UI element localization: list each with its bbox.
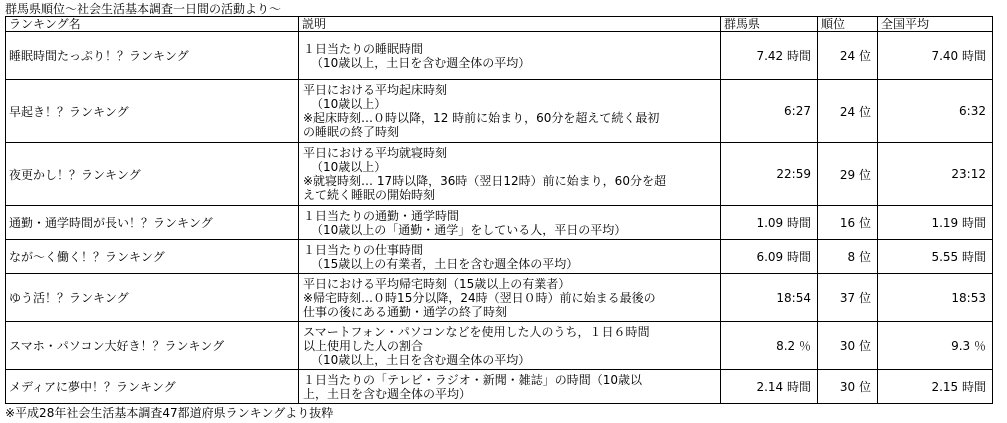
description-line: ※帰宅時刻…０時15分以降，24時（翌日０時）前に始まる最後の — [303, 290, 656, 305]
national-average-cell: 7.40 時間 — [878, 32, 993, 80]
header-gunma: 群馬県 — [721, 17, 818, 32]
table-row — [6, 80, 993, 143]
rank-value-cell: 16 位 — [818, 206, 878, 240]
description-cell — [299, 80, 721, 143]
description-line: ※就寝時刻… 17時以降，36時（翌日12時）前に始まり，60分を超 — [303, 174, 666, 188]
ranking-name-cell: 早起き！？ランキング — [6, 80, 299, 143]
header-national-average: 全国平均 — [878, 17, 993, 32]
gunma-value-cell: 18:54 — [721, 274, 818, 322]
description-line: １日当たりの睡眠時間 — [303, 41, 424, 56]
national-average-cell: 1.19 時間 — [878, 206, 993, 240]
table-row — [6, 240, 993, 274]
description-cell — [299, 143, 721, 206]
ranking-name-cell: 通勤・通学時間が長い！？ランキング — [6, 206, 299, 240]
gunma-value-cell: 6.09 時間 — [721, 240, 818, 274]
description-cell — [299, 274, 721, 322]
description-line: 平日における平均帰宅時刻（15歳以上の有業者） — [303, 276, 571, 291]
rank-value-cell: 24 位 — [818, 32, 878, 80]
description-line: スマートフォン・パソコンなどを使用した人のうち，１日６時間 — [303, 324, 650, 339]
description-line: （10歳以上，土日を含む週全体の平均） — [311, 55, 531, 70]
description-line: 以上使用した人の割合 — [303, 338, 424, 353]
gunma-value-cell: 6:27 — [721, 80, 818, 143]
ranking-name-cell: 夜更かし！？ランキング — [6, 143, 299, 206]
table-row — [6, 370, 993, 404]
description-line: １日当たりの仕事時間 — [303, 242, 424, 257]
rank-value-cell: 30 位 — [818, 370, 878, 404]
description-line: の睡眠の終了時刻 — [303, 125, 400, 139]
rank-value-cell: 30 位 — [818, 322, 878, 370]
national-average-cell: 6:32 — [878, 80, 993, 143]
rank-value-cell: 29 位 — [818, 143, 878, 206]
national-average-cell: 23:12 — [878, 143, 993, 206]
ranking-name-cell: なが～く働く！？ランキング — [6, 240, 299, 274]
rank-value-cell: 8 位 — [818, 240, 878, 274]
table-row — [6, 274, 993, 322]
national-average-cell: 18:53 — [878, 274, 993, 322]
description-line: 上，土日を含む週全体の平均） — [303, 386, 472, 401]
ranking-name-cell: メディアに夢中！？ランキング — [6, 370, 299, 404]
description-line: （10歳以上の「通勤・通学」をしている人，平日の平均） — [311, 222, 627, 237]
national-average-cell: 2.15 時間 — [878, 370, 993, 404]
table-row — [6, 206, 993, 240]
table-row — [6, 143, 993, 206]
description-cell — [299, 322, 721, 370]
gunma-value-cell: 1.09 時間 — [721, 206, 818, 240]
description-line: １日当たりの「テレビ・ラジオ・新聞・雑誌」の時間（10歳以 — [303, 372, 643, 387]
description-line: １日当たりの通勤・通学時間 — [303, 208, 460, 223]
description-line: 平日における平均就寝時刻 — [303, 146, 448, 160]
description-line: 平日における平均起床時刻 — [303, 83, 448, 97]
national-average-cell: 5.55 時間 — [878, 240, 993, 274]
gunma-value-cell: 8.2 ％ — [721, 322, 818, 370]
ranking-table — [5, 16, 993, 404]
description-cell — [299, 32, 721, 80]
table-row — [6, 32, 993, 80]
ranking-name-cell: 睡眠時間たっぷり！？ランキング — [6, 32, 299, 80]
description-cell — [299, 206, 721, 240]
description-cell — [299, 370, 721, 404]
table-row — [6, 322, 993, 370]
gunma-value-cell: 22:59 — [721, 143, 818, 206]
description-line: （10歳以上） — [311, 160, 387, 174]
gunma-value-cell: 7.42 時間 — [721, 32, 818, 80]
description-line: （10歳以上） — [311, 97, 387, 111]
description-line: （15歳以上の有業者，土日を含む週全体の平均） — [311, 256, 579, 271]
description-line: （10歳以上，土日を含む週全体の平均） — [311, 352, 531, 367]
rank-value-cell: 37 位 — [818, 274, 878, 322]
footnote: ※平成28年社会生活基本調査47都道府県ランキングより抜粋 — [5, 406, 334, 420]
description-line: 仕事の後にある通勤・通学の終了時刻 — [303, 304, 508, 319]
ranking-name-cell: スマホ・パソコン大好き！？ランキング — [6, 322, 299, 370]
header-description: 説明 — [299, 17, 721, 32]
table-header-row — [6, 17, 993, 32]
rank-value-cell: 24 位 — [818, 80, 878, 143]
national-average-cell: 9.3 ％ — [878, 322, 993, 370]
ranking-name-cell: ゆう活！？ランキング — [6, 274, 299, 322]
description-cell — [299, 240, 721, 274]
header-ranking-name: ランキング名 — [6, 17, 299, 32]
description-line: ※起床時刻…０時以降，12 時前に始まり，60分を超えて続く最初 — [303, 111, 660, 125]
header-rank: 順位 — [818, 17, 878, 32]
gunma-value-cell: 2.14 時間 — [721, 370, 818, 404]
description-line: えて続く睡眠の開始時刻 — [303, 188, 436, 202]
page-title: 群馬県順位～社会生活基本調査一日間の活動より～ — [5, 2, 282, 16]
